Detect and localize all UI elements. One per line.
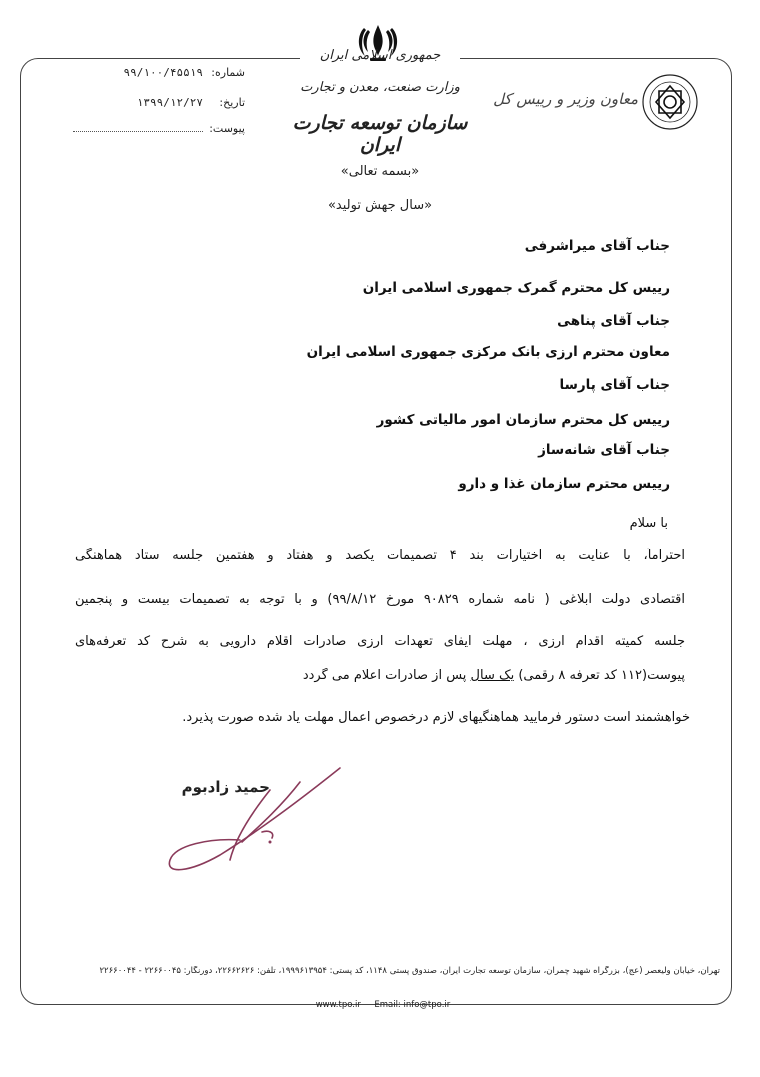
date-value: ۱۳۹۹/۱۲/۲۷ bbox=[136, 96, 203, 109]
body-last-after: پس از صادرات اعلام می گردد bbox=[302, 668, 471, 683]
footer-address: تهران، خیابان ولیعصر (عج)، بزرگراه شهید چمران، سازمان توسعه تجارت ایران، صندوق پستی ۱۱۴۸، کد پستی: ۱۹۹۹۶۱۳۹۵۴، تلفن: ۲۲۶۶۲۶۲۶، دورنگار: ۲۲۶۶۰۰۴۵ - ۲۲۶۶۰۰۴۴ bbox=[99, 966, 720, 976]
republic-heading: جمهوری اسلامی ایران bbox=[319, 48, 441, 63]
attachment-label: پیوست: bbox=[209, 122, 245, 135]
attachment-blank bbox=[73, 131, 203, 132]
number-value: ۹۹/۱۰۰/۴۵۵۱۹ bbox=[123, 66, 203, 79]
body-paragraph-last-line bbox=[75, 668, 685, 683]
deputy-title: معاون وزیر و رییس کل bbox=[493, 90, 638, 108]
tpo-logo-icon bbox=[640, 72, 700, 132]
addressee-line: رییس کل محترم سازمان امور مالیاتی کشور bbox=[376, 412, 670, 428]
addressee-line: جناب آقای شانه‌ساز bbox=[538, 442, 670, 458]
organization-heading: سازمان توسعه تجارت ایران bbox=[292, 112, 468, 156]
addressee-line: رییس کل محترم گمرک جمهوری اسلامی ایران bbox=[362, 280, 670, 296]
letter-date-row bbox=[45, 96, 245, 112]
body-last-before: پیوست(۱۱۲ کد تعرفه ۸ رقمی) bbox=[514, 668, 685, 683]
footer-website: www.tpo.ir bbox=[315, 1000, 361, 1010]
addressee-line: جناب آقای پارسا bbox=[559, 377, 670, 393]
closing-request: خواهشمند است دستور فرمایید هماهنگیهای لازم درخصوص اعمال مهلت یاد شده صورت پذیرد. bbox=[182, 710, 690, 725]
addressee-line: جناب آقای میراشرفی bbox=[524, 238, 670, 254]
letter-attachment-row bbox=[45, 122, 245, 138]
addressee-line: جناب آقای پناهی bbox=[557, 313, 670, 329]
addressee-line: معاون محترم ارزی بانک مرکزی جمهوری اسلامی ایران bbox=[306, 344, 670, 360]
addressee-line: رییس محترم سازمان غذا و دارو bbox=[458, 476, 670, 492]
ministry-heading: وزارت صنعت، معدن و تجارت bbox=[300, 80, 460, 95]
date-label: تاریخ: bbox=[219, 96, 245, 109]
year-motto: «سال جهش تولید» bbox=[327, 198, 433, 213]
body-paragraph-line: اقتصادی دولت ابلاغی ( نامه شماره ۹۰۸۲۹ مورخ ۹۹/۸/۱۲) و با توجه به تصمیمات بیست و پنجمین bbox=[75, 592, 685, 607]
body-paragraph-line: احتراماً، با عنایت به اختیارات بند ۴ تصمیمات یکصد و هفتاد و هفتمین جلسه ستاد هماهنگی bbox=[75, 548, 685, 563]
handwritten-signature bbox=[150, 760, 350, 880]
signer-name: حمید زادبوم bbox=[181, 778, 270, 796]
footer-contact bbox=[308, 1000, 458, 1010]
greeting: با سلام bbox=[629, 516, 668, 531]
invocation: «بسمه تعالی» bbox=[340, 164, 420, 179]
letter-number-row bbox=[45, 66, 245, 82]
footer-email: Email: info@tpo.ir bbox=[374, 1000, 451, 1010]
body-last-underlined: یک سال bbox=[470, 668, 515, 683]
body-paragraph-line: جلسه کمیته اقدام ارزی ، مهلت ایفای تعهدات ارزی صادرات اقلام دارویی به شرح کد تعرفه‌های bbox=[75, 634, 685, 649]
number-label: شماره: bbox=[211, 66, 245, 79]
